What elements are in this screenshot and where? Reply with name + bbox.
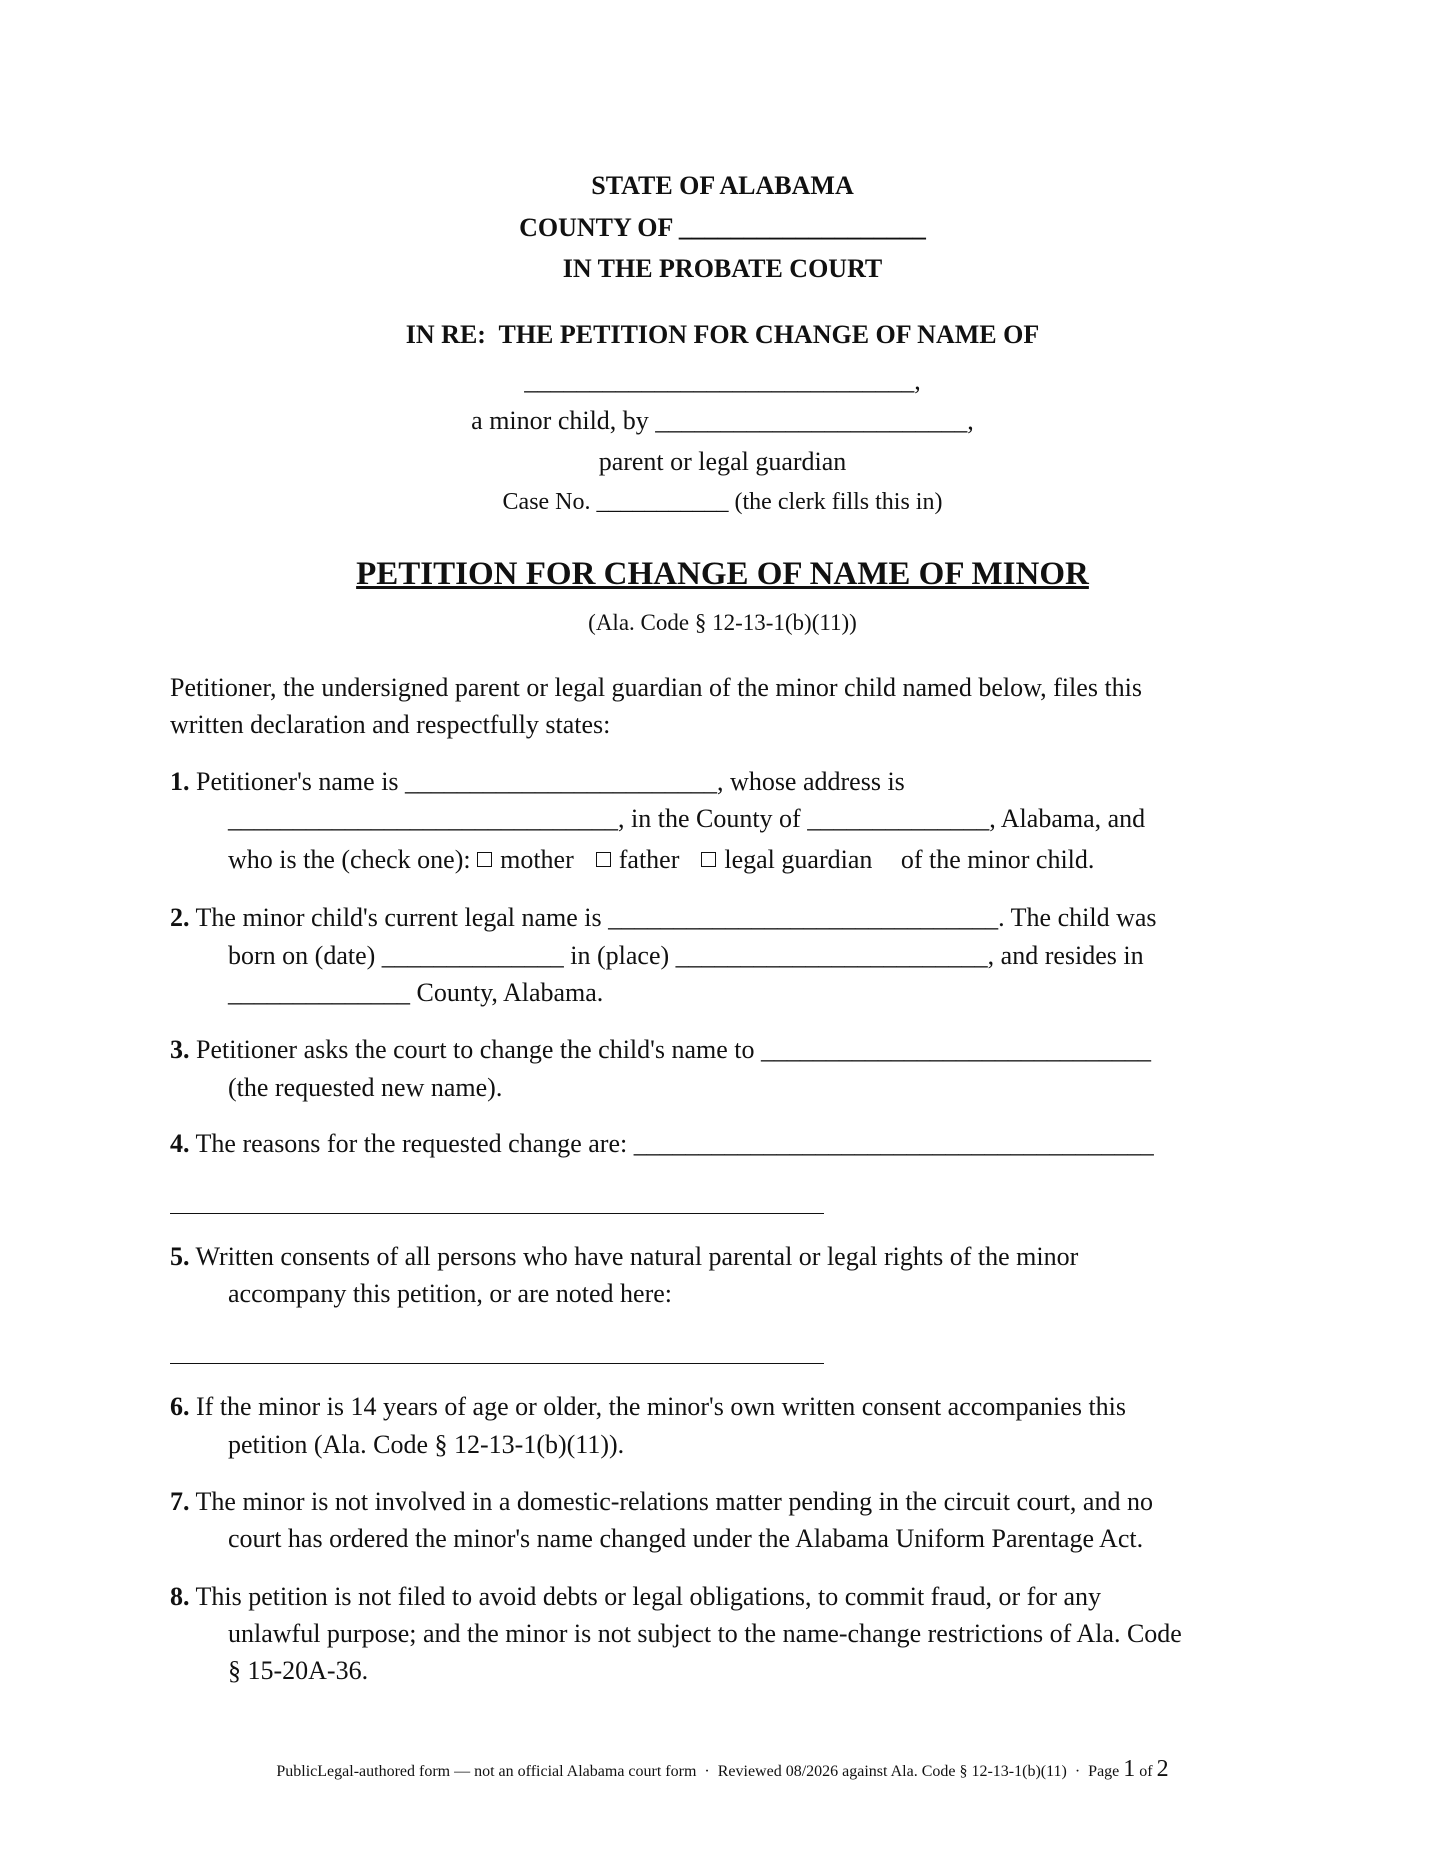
item-4-answer-line[interactable] [170,1213,824,1214]
checkbox-legal-guardian[interactable] [701,852,716,867]
option-mother[interactable] [477,845,574,874]
item-5-text-1: Written consents of all persons who have natural parental or legal rights of the minor [189,1242,1079,1271]
item-6-number: 6. [170,1392,190,1421]
page-total: 2 [1156,1756,1169,1782]
check-one-prefix: who is the (check one): [228,845,478,874]
option-father[interactable] [596,845,680,874]
item-2-line-2: born on (date) ______________ in (place) ________________________, and resides in [228,941,1144,970]
parent-guardian-label: parent or legal guardian [598,447,847,476]
item-2-line-1 [170,903,1157,933]
item-8-line-3: § 15-20A-36. [228,1656,369,1685]
item-4-line-1 [170,1129,1154,1159]
footer-disclaimer: PublicLegal-authored form — not an official Alabama court form · Reviewed 08/2026 against Ala. Code § 12-13-1(b)(11) · Page [276,1763,1124,1780]
state-heading: STATE OF ALABAMA [591,171,854,200]
court-heading: IN THE PROBATE COURT [562,254,883,283]
item-2-text-1: The minor child's current legal name is ______________________________. The child was [189,903,1157,932]
item-8-number: 8. [170,1582,190,1611]
intro-line-1: Petitioner, the undersigned parent or legal guardian of the minor child named below, files this [170,673,1143,702]
item-1-line-3 [228,845,1094,875]
page-of: of [1135,1763,1157,1780]
item-1-text-1: Petitioner's name is ________________________, whose address is [189,767,905,796]
option-legal-guardian[interactable] [701,845,872,874]
option-legal-guardian-label: legal guardian [724,845,873,874]
item-3-number: 3. [170,1035,190,1064]
item-6-line-1 [170,1392,1126,1422]
citation-line: (Ala. Code § 12-13-1(b)(11)) [588,610,857,635]
item-2-number: 2. [170,903,190,932]
item-8-line-1 [170,1582,1101,1612]
item-3-line-2: (the requested new name). [228,1073,503,1102]
item-2-line-3: ______________ County, Alabama. [228,978,604,1007]
item-6-line-2: petition (Ala. Code § 12-13-1(b)(11)). [228,1430,625,1459]
minor-by-line: a minor child, by ________________________, [471,406,974,435]
item-7-line-2: court has ordered the minor's name changed under the Alabama Uniform Parentage Act. [228,1524,1144,1553]
item-7-number: 7. [170,1487,190,1516]
checkbox-father[interactable] [596,852,611,867]
document-title: PETITION FOR CHANGE OF NAME OF MINOR [356,556,1089,592]
item-5-line-1 [170,1242,1078,1272]
item-4-number: 4. [170,1129,190,1158]
page-number: 1 [1123,1756,1136,1782]
item-1-number: 1. [170,767,190,796]
in-re-heading: IN RE: THE PETITION FOR CHANGE OF NAME OF [405,320,1040,349]
item-3-text-1: Petitioner asks the court to change the child's name to ______________________________ [189,1035,1151,1064]
intro-line-2: written declaration and respectfully states: [170,710,611,739]
check-one-suffix: of the minor child. [894,845,1095,874]
item-6-text-1: If the minor is 14 years of age or older, the minor's own written consent accompanies this [189,1392,1127,1421]
item-5-answer-line[interactable] [170,1363,824,1364]
item-1-line-1 [170,767,905,797]
item-7-line-1 [170,1487,1153,1517]
item-5-line-2: accompany this petition, or are noted here: [228,1279,673,1308]
item-1-line-2: ______________________________, in the County of ______________, Alabama, and [228,804,1146,833]
item-8-line-2: unlawful purpose; and the minor is not subject to the name-change restrictions of Ala. Code [228,1619,1182,1648]
option-mother-label: mother [500,845,574,874]
item-3-line-1 [170,1035,1151,1065]
item-5-number: 5. [170,1242,190,1271]
option-father-label: father [618,845,680,874]
item-8-text-1: This petition is not filed to avoid debts or legal obligations, to commit fraud, or for any [189,1582,1102,1611]
minor-name-line: ______________________________, [524,366,921,395]
item-7-text-1: The minor is not involved in a domestic-relations matter pending in the circuit court, and no [189,1487,1153,1516]
item-4-text-1: The reasons for the requested change are: ________________________________________ [189,1129,1154,1158]
checkbox-mother[interactable] [477,852,492,867]
page-footer [0,1756,1445,1783]
county-heading: COUNTY OF ___________________ [519,213,926,242]
case-number-line: Case No. ___________ (the clerk fills this in) [502,489,943,515]
